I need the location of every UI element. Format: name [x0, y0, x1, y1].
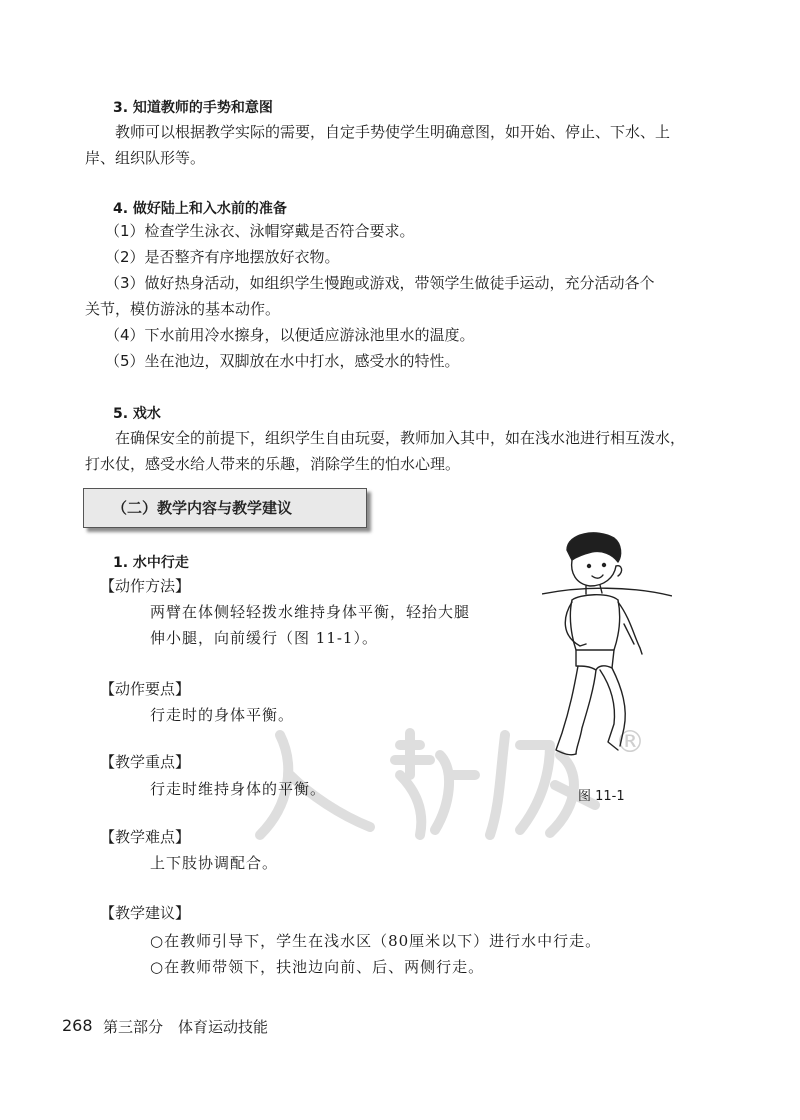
paragraph: 教师可以根据教学实际的需要，自定手势使学生明确意图，如开始、停止、下水、上岸、组织队形等。	[85, 123, 671, 167]
section-heading: 4. 做好陆上和入水前的准备	[113, 201, 287, 217]
paragraph: 在确保安全的前提下，组织学生自由玩耍，教师加入其中，如在浅水池进行相互泼水，打水仗，感受水给人带来的乐趣，消除学生的怕水心理。	[85, 429, 686, 473]
list-item: （1）检查学生泳衣、泳帽穿戴是否符合要求。	[105, 222, 415, 240]
label-method: 【动作方法】	[100, 577, 191, 595]
list-item: （2）是否整齐有序地摆放好衣物。	[105, 248, 340, 266]
label-key-points: 【动作要点】	[100, 680, 191, 698]
method-line: 伸小腿，向前缓行（图 11-1）。	[150, 629, 378, 647]
advice-item: ○在教师引导下，学生在浅水区（80厘米以下）进行水中行走。	[150, 932, 602, 950]
figure-caption: 图 11-1	[578, 789, 625, 804]
label-teaching-difficulty: 【教学难点】	[100, 828, 191, 846]
section-banner-title: （二）教学内容与教学建议	[112, 499, 293, 517]
running-footer: 第三部分 体育运动技能	[103, 1018, 269, 1036]
page-number: 268	[62, 1016, 93, 1035]
label-teaching-focus: 【教学重点】	[100, 753, 191, 771]
method-line: 两臂在体侧轻轻拨水维持身体平衡，轻抬大腿	[150, 603, 471, 621]
boy-walking-illustration	[542, 528, 672, 778]
subsection-heading: 1. 水中行走	[113, 555, 189, 571]
section-heading: 3. 知道教师的手势和意图	[113, 100, 273, 116]
list-item-continuation: 关节，模仿游泳的基本动作。	[85, 300, 281, 318]
label-teaching-advice: 【教学建议】	[100, 904, 191, 922]
advice-item: ○在教师带领下，扶池边向前、后、两侧行走。	[150, 958, 485, 976]
list-item: （4）下水前用冷水擦身，以便适应游泳池里水的温度。	[105, 326, 475, 344]
section-heading: 5. 戏水	[113, 406, 161, 422]
teaching-difficulty-text: 上下肢协调配合。	[150, 854, 279, 872]
registered-mark: ®	[615, 725, 645, 760]
list-item: （5）坐在池边，双脚放在水中打水，感受水的特性。	[105, 352, 460, 370]
key-points-text: 行走时的身体平衡。	[150, 706, 295, 724]
teaching-focus-text: 行走时维持身体的平衡。	[150, 780, 327, 798]
list-item: （3）做好热身活动，如组织学生慢跑或游戏，带领学生做徒手运动，充分活动各个	[105, 274, 655, 292]
